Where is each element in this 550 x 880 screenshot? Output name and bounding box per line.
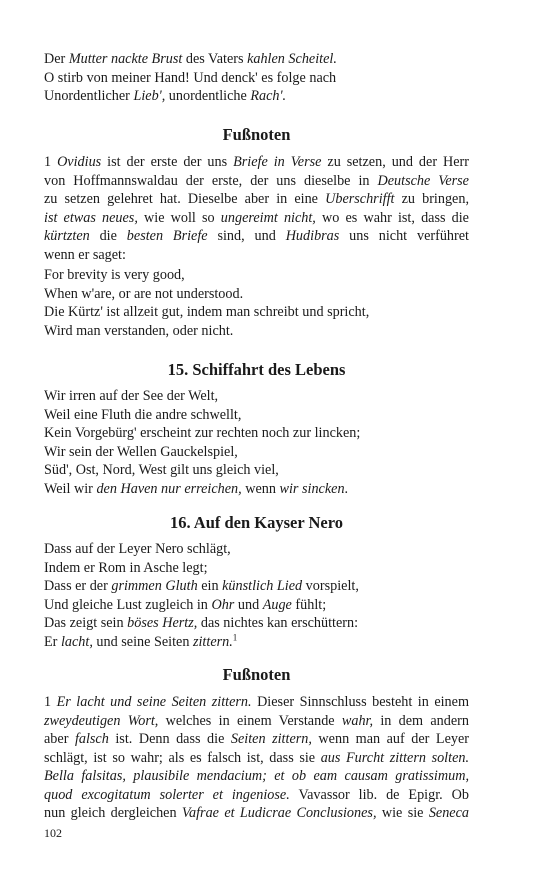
text-run: Lieb', (133, 88, 166, 104)
text-run: fühlt; (291, 596, 327, 613)
text-run: Er (44, 633, 61, 650)
footnote-2-line (44, 804, 469, 822)
text-run: ein (197, 578, 223, 594)
text-run: Bella falsitas, plausibile mendacium; et ob eam causam gratissimum, (44, 768, 469, 784)
text-run: Die Kürtz' ist allzeit gut, indem man schreibt und spricht, (44, 304, 370, 320)
text-run: wo es wahr ist, dass die (315, 209, 469, 226)
text-run: sind, und (207, 228, 286, 244)
footnote-2-line (44, 767, 469, 785)
verse-line (44, 87, 286, 105)
footnote-line (44, 209, 469, 227)
text-run: und seine Seiten (92, 633, 193, 650)
poem-15-title: 15. Schiffahrt des Lebens (167, 360, 346, 379)
text-run: aber (44, 731, 75, 747)
text-run: den Haven nur erreichen, (96, 480, 242, 497)
poem-16-line (44, 540, 231, 558)
poem-15-line (44, 461, 279, 479)
verse-line (44, 69, 336, 87)
text-run: aus Furcht zittern solten. (320, 749, 470, 766)
text-run: ungereimt nicht, (220, 209, 316, 226)
text-run: des Vaters (182, 51, 248, 67)
text-run: unordentliche (165, 88, 251, 104)
poem-16-line (44, 633, 237, 651)
text-run: kahlen Scheitel. (247, 51, 337, 67)
text-run: Vafrae et Ludicrae Conclusiones, (181, 805, 377, 821)
text-run: Indem er Rom in Asche legt; (44, 559, 208, 576)
quote-line (44, 303, 369, 321)
poem-15-line (44, 406, 241, 424)
text-run: When w'are, or are not understood. (44, 285, 244, 302)
text-run: zittern. (192, 633, 233, 650)
text-run: Kein Vorgebürg' erscheint zur rechten noch zur lincken; (44, 425, 361, 441)
text-run: wenn er saget: (44, 246, 126, 263)
text-run: nun gleich dergleichen (44, 805, 182, 821)
text-run: vorspielt, (302, 578, 359, 594)
text-run: ist etwas neues, (44, 209, 138, 226)
poem-16-line (44, 596, 326, 614)
text-run: Wird man verstanden, oder nicht. (44, 322, 234, 339)
text-run: das nichtes kan erschüttern: (197, 615, 359, 631)
quote-line (44, 322, 233, 340)
footnote-2-line (44, 712, 469, 730)
footnote-line (44, 246, 126, 264)
text-run: Wir sein der Wellen Gauckelspiel, (44, 443, 238, 460)
text-run: böses Hertz, (127, 615, 198, 631)
text-run: wie woll so (137, 209, 221, 226)
text-run: Rach'. (250, 88, 287, 104)
text-run: ist. Denn dass die (108, 731, 231, 747)
text-run: Vavassor lib. de Epigr. Ob (289, 786, 469, 803)
footnote-2-line (44, 786, 469, 804)
text-run: For brevity is very good, (44, 267, 185, 283)
text-run: Weil eine Fluth die andre schwellt, (44, 406, 242, 423)
text-run: besten Briefe (126, 228, 208, 244)
text-run: Das zeigt sein (44, 615, 128, 631)
text-run: 1 (44, 694, 57, 710)
footnote-2-line (44, 693, 469, 711)
text-run: Briefe in Verse (233, 154, 322, 170)
text-run: zweydeutigen Wort, (44, 712, 159, 729)
text-run: Dass auf der Leyer Nero schlägt, (44, 541, 231, 557)
text-run: wie sie (376, 805, 429, 821)
text-run: zu setzen gelehret hat. Dieselbe aber in eine (44, 191, 326, 207)
text-run: wenn man auf der Leyer (311, 731, 469, 747)
text-run: Seneca (428, 805, 469, 821)
poem-16-line (44, 614, 358, 632)
text-run: uns nicht verführet (339, 228, 469, 244)
footnote-2-line (44, 730, 469, 748)
text-run: wahr, (341, 712, 374, 729)
text-run: von Hoffmannswaldau der erste, der uns dieselbe in (44, 172, 378, 189)
text-run: künstlich Lied (222, 578, 303, 594)
text-run: quod excogitatum solerter et ingeniose. (44, 786, 290, 803)
footnote-line (44, 172, 469, 190)
verse-line (44, 50, 337, 68)
text-run: Wir irren auf der See der Welt, (44, 388, 219, 404)
text-run: in dem andern (373, 712, 469, 729)
text-run: schlägt, ist so wahr; als es falsch ist, dass sie (44, 749, 321, 766)
footnote-line (44, 153, 469, 171)
text-run: Süd', Ost, Nord, West gilt uns gleich viel, (44, 462, 279, 478)
text-run: Dieser Sinnschluss besteht in einem (251, 694, 469, 710)
quote-line (44, 266, 185, 284)
text-run: Der (44, 51, 69, 67)
text-run: Hudibras (285, 228, 340, 244)
text-run: ist der erste der uns (101, 154, 234, 170)
poem-16-line (44, 559, 208, 577)
footnote-line (44, 227, 469, 245)
text-run: wir sincken (279, 480, 345, 497)
text-run: Er lacht und seine Seiten zittern. (56, 694, 252, 710)
text-run: Deutsche Verse (377, 172, 469, 189)
text-run: Unordentlicher (44, 88, 134, 104)
text-run: kürtzten (44, 228, 90, 244)
text-run: Weil wir (44, 480, 97, 497)
footnote-2-line (44, 749, 469, 767)
text-run: wenn (241, 480, 280, 497)
text-run: . (344, 480, 349, 497)
text-run: grimmen Gluth (111, 578, 198, 594)
text-run: falsch (74, 731, 109, 747)
footnote-line (44, 190, 469, 208)
text-run: die (89, 228, 127, 244)
text-run: und (234, 596, 263, 613)
page-number: 102 (44, 826, 62, 840)
text-run: Ovidius (57, 154, 102, 170)
text-run: 1 (44, 154, 58, 170)
poem-16-title: 16. Auf den Kayser Nero (169, 513, 344, 532)
text-run: Und gleiche Lust zugleich in (44, 596, 212, 613)
text-run: Seiten zittern, (230, 731, 312, 747)
text-run: Uberschrifft (325, 191, 395, 207)
footnotes-heading: Fußnoten (222, 125, 291, 144)
footnotes-heading-2: Fußnoten (222, 665, 291, 684)
text-run: Dass er der (44, 578, 112, 594)
poem-15-line (44, 480, 348, 498)
poem-16-line (44, 577, 359, 595)
text-run: Mutter nackte Brust (68, 51, 183, 67)
text-run: zu bringen, (394, 191, 469, 207)
text-run: welches in einem Verstande (158, 712, 342, 729)
text-run: zu setzen, und der Herr (321, 154, 469, 170)
text-run: O stirb von meiner Hand! Und denck' es folge nach (44, 69, 337, 86)
poem-15-line (44, 387, 218, 405)
text-run: lacht, (60, 633, 93, 650)
quote-line (44, 285, 243, 303)
poem-15-line (44, 424, 360, 442)
text-run: Auge (262, 596, 292, 613)
poem-15-line (44, 443, 238, 461)
text-run: Ohr (211, 596, 235, 613)
footnote-ref: 1 (232, 631, 238, 642)
